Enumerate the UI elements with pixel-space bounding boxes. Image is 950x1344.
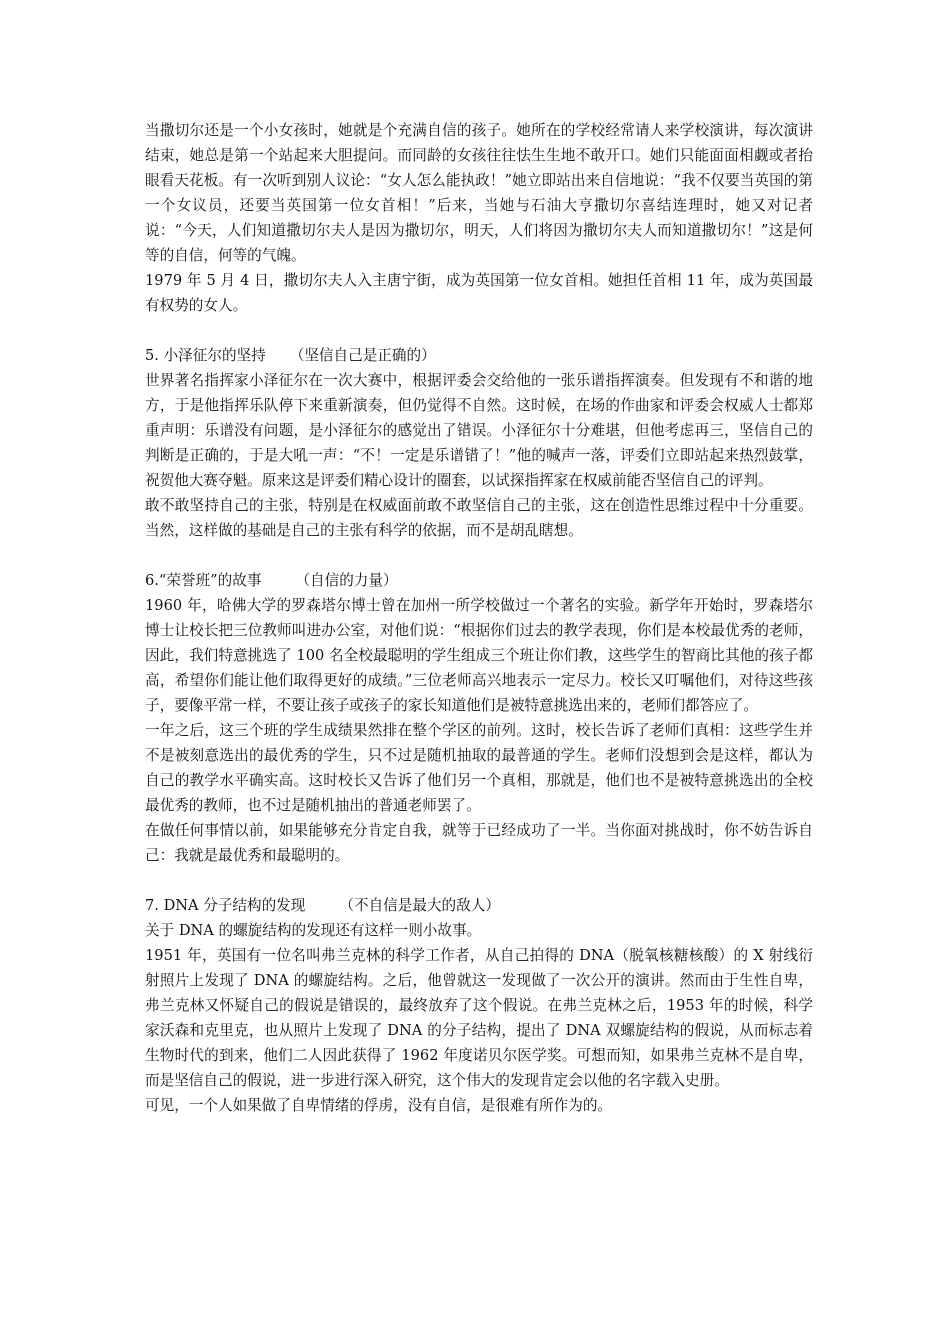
spacer	[145, 318, 813, 343]
section-6-title: 6.“荣誉班”的故事	[145, 572, 262, 589]
section-6-heading	[145, 568, 813, 593]
section-7-heading	[145, 893, 813, 918]
section-6-paragraph-2: 一年之后，这三个班的学生成绩果然排在整个学区的前列。这时，校长告诉了老师们真相：这些学生并不是被刻意选出的最优秀的学生，只不过是随机抽取的最普通的学生。老师们没想到会是这样，都认为自己的教学水平确实高。这时校长又告诉了他们另一个真相，那就是，他们也不是被特意挑选出的全校最优秀的教师，也不过是随机抽出的普通老师罢了。	[145, 722, 813, 814]
section-7-paragraph-3: 可见，一个人如果做了自卑情绪的俘虏，没有自信，是很难有所作为的。	[145, 1097, 613, 1114]
spacer	[145, 543, 813, 568]
section-7-title: 7. DNA 分子结构的发现	[145, 897, 306, 914]
section-5-paragraph-1: 世界著名指挥家小泽征尔在一次大赛中，根据评委会交给他的一张乐谱指挥演奏。但发现有不和谐的地方，于是他指挥乐队停下来重新演奏，但仍觉得不自然。这时候，在场的作曲家和评委会权威人士都郑重声明：乐谱没有问题，是小泽征尔的感觉出了错误。小泽征尔十分难堪，但他考虑再三，坚信自己的判断是正确的，于是大吼一声：“不！一定是乐谱错了！”他的喊声一落，评委们立即站起来热烈鼓掌，祝贺他大赛夺魁。原来这是评委们精心设计的圈套，以试探指挥家在权威前能否坚信自己的评判。	[145, 372, 813, 489]
section-5-title: 5. 小泽征尔的坚持	[145, 347, 266, 364]
section-5-paragraph-2: 敢不敢坚持自己的主张，特别是在权威面前敢不敢坚信自己的主张，这在创造性思维过程中十分重要。当然，这样做的基础是自己的主张有科学的依据，而不是胡乱瞎想。	[145, 497, 813, 539]
section-7-subtitle: （不自信是最大的敌人）	[339, 897, 500, 914]
section-6-paragraph-3: 在做任何事情以前，如果能够充分肯定自我，就等于已经成功了一半。当你面对挑战时，你不妨告诉自己：我就是最优秀和最聪明的。	[145, 822, 813, 864]
section-6-subtitle: （自信的力量）	[295, 572, 398, 589]
section-5-subtitle: （坚信自己是正确的）	[289, 347, 436, 364]
thatcher-paragraph-1: 当撒切尔还是一个小女孩时，她就是个充满自信的孩子。她所在的学校经常请人来学校演讲，每次演讲结束，她总是第一个站起来大胆提问。而同龄的女孩往往怯生生地不敢开口。她们只能面面相觑或者抬眼看天花板。有一次听到别人议论：“女人怎么能执政！”她立即站出来自信地说：“我不仅要当英国的第一个女议员，还要当英国第一位女首相！”后来，当她与石油大亨撒切尔喜结连理时，她又对记者说：“今天，人们知道撒切尔夫人是因为撒切尔，明天，人们将因为撒切尔夫人而知道撒切尔！”这是何等的自信，何等的气魄。	[145, 122, 813, 264]
document-page	[145, 118, 813, 1118]
spacer	[145, 868, 813, 893]
thatcher-paragraph-2: 1979 年 5 月 4 日，撒切尔夫人入主唐宁街，成为英国第一位女首相。她担任首相 11 年，成为英国最有权势的女人。	[145, 272, 813, 314]
section-7-paragraph-2: 1951 年，英国有一位名叫弗兰克林的科学工作者，从自己拍得的 DNA（脱氧核糖核酸）的 X 射线衍射照片上发现了 DNA 的螺旋结构。之后，他曾就这一发现做了一次公开的演讲。然而由于生性自卑，弗兰克林又怀疑自己的假说是错误的，最终放弃了这个假说。在弗兰克林之后，1953 年的时候，科学家沃森和克里克，也从照片上发现了 DNA 的分子结构，提出了 DNA 双螺旋结构的假说，从而标志着生物时代的到来，他们二人因此获得了 1962 年度诺贝尔医学奖。可想而知，如果弗兰克林不是自卑，而是坚信自己的假说，进一步进行深入研究，这个伟大的发现肯定会以他的名字载入史册。	[145, 947, 813, 1089]
section-7-paragraph-1: 关于 DNA 的螺旋结构的发现还有这样一则小故事。	[145, 922, 482, 939]
section-6-paragraph-1: 1960 年，哈佛大学的罗森塔尔博士曾在加州一所学校做过一个著名的实验。新学年开始时，罗森塔尔博士让校长把三位教师叫进办公室，对他们说：“根据你们过去的教学表现，你们是本校最优秀的老师，因此，我们特意挑选了 100 名全校最聪明的学生组成三个班让你们教，这些学生的智商比其他的孩子都高，希望你们能让他们取得更好的成绩。”三位老师高兴地表示一定尽力。校长又叮嘱他们，对待这些孩子，要像平常一样，不要让孩子或孩子的家长知道他们是被特意挑选出来的，老师们都答应了。	[145, 597, 813, 714]
section-5-heading	[145, 343, 813, 368]
